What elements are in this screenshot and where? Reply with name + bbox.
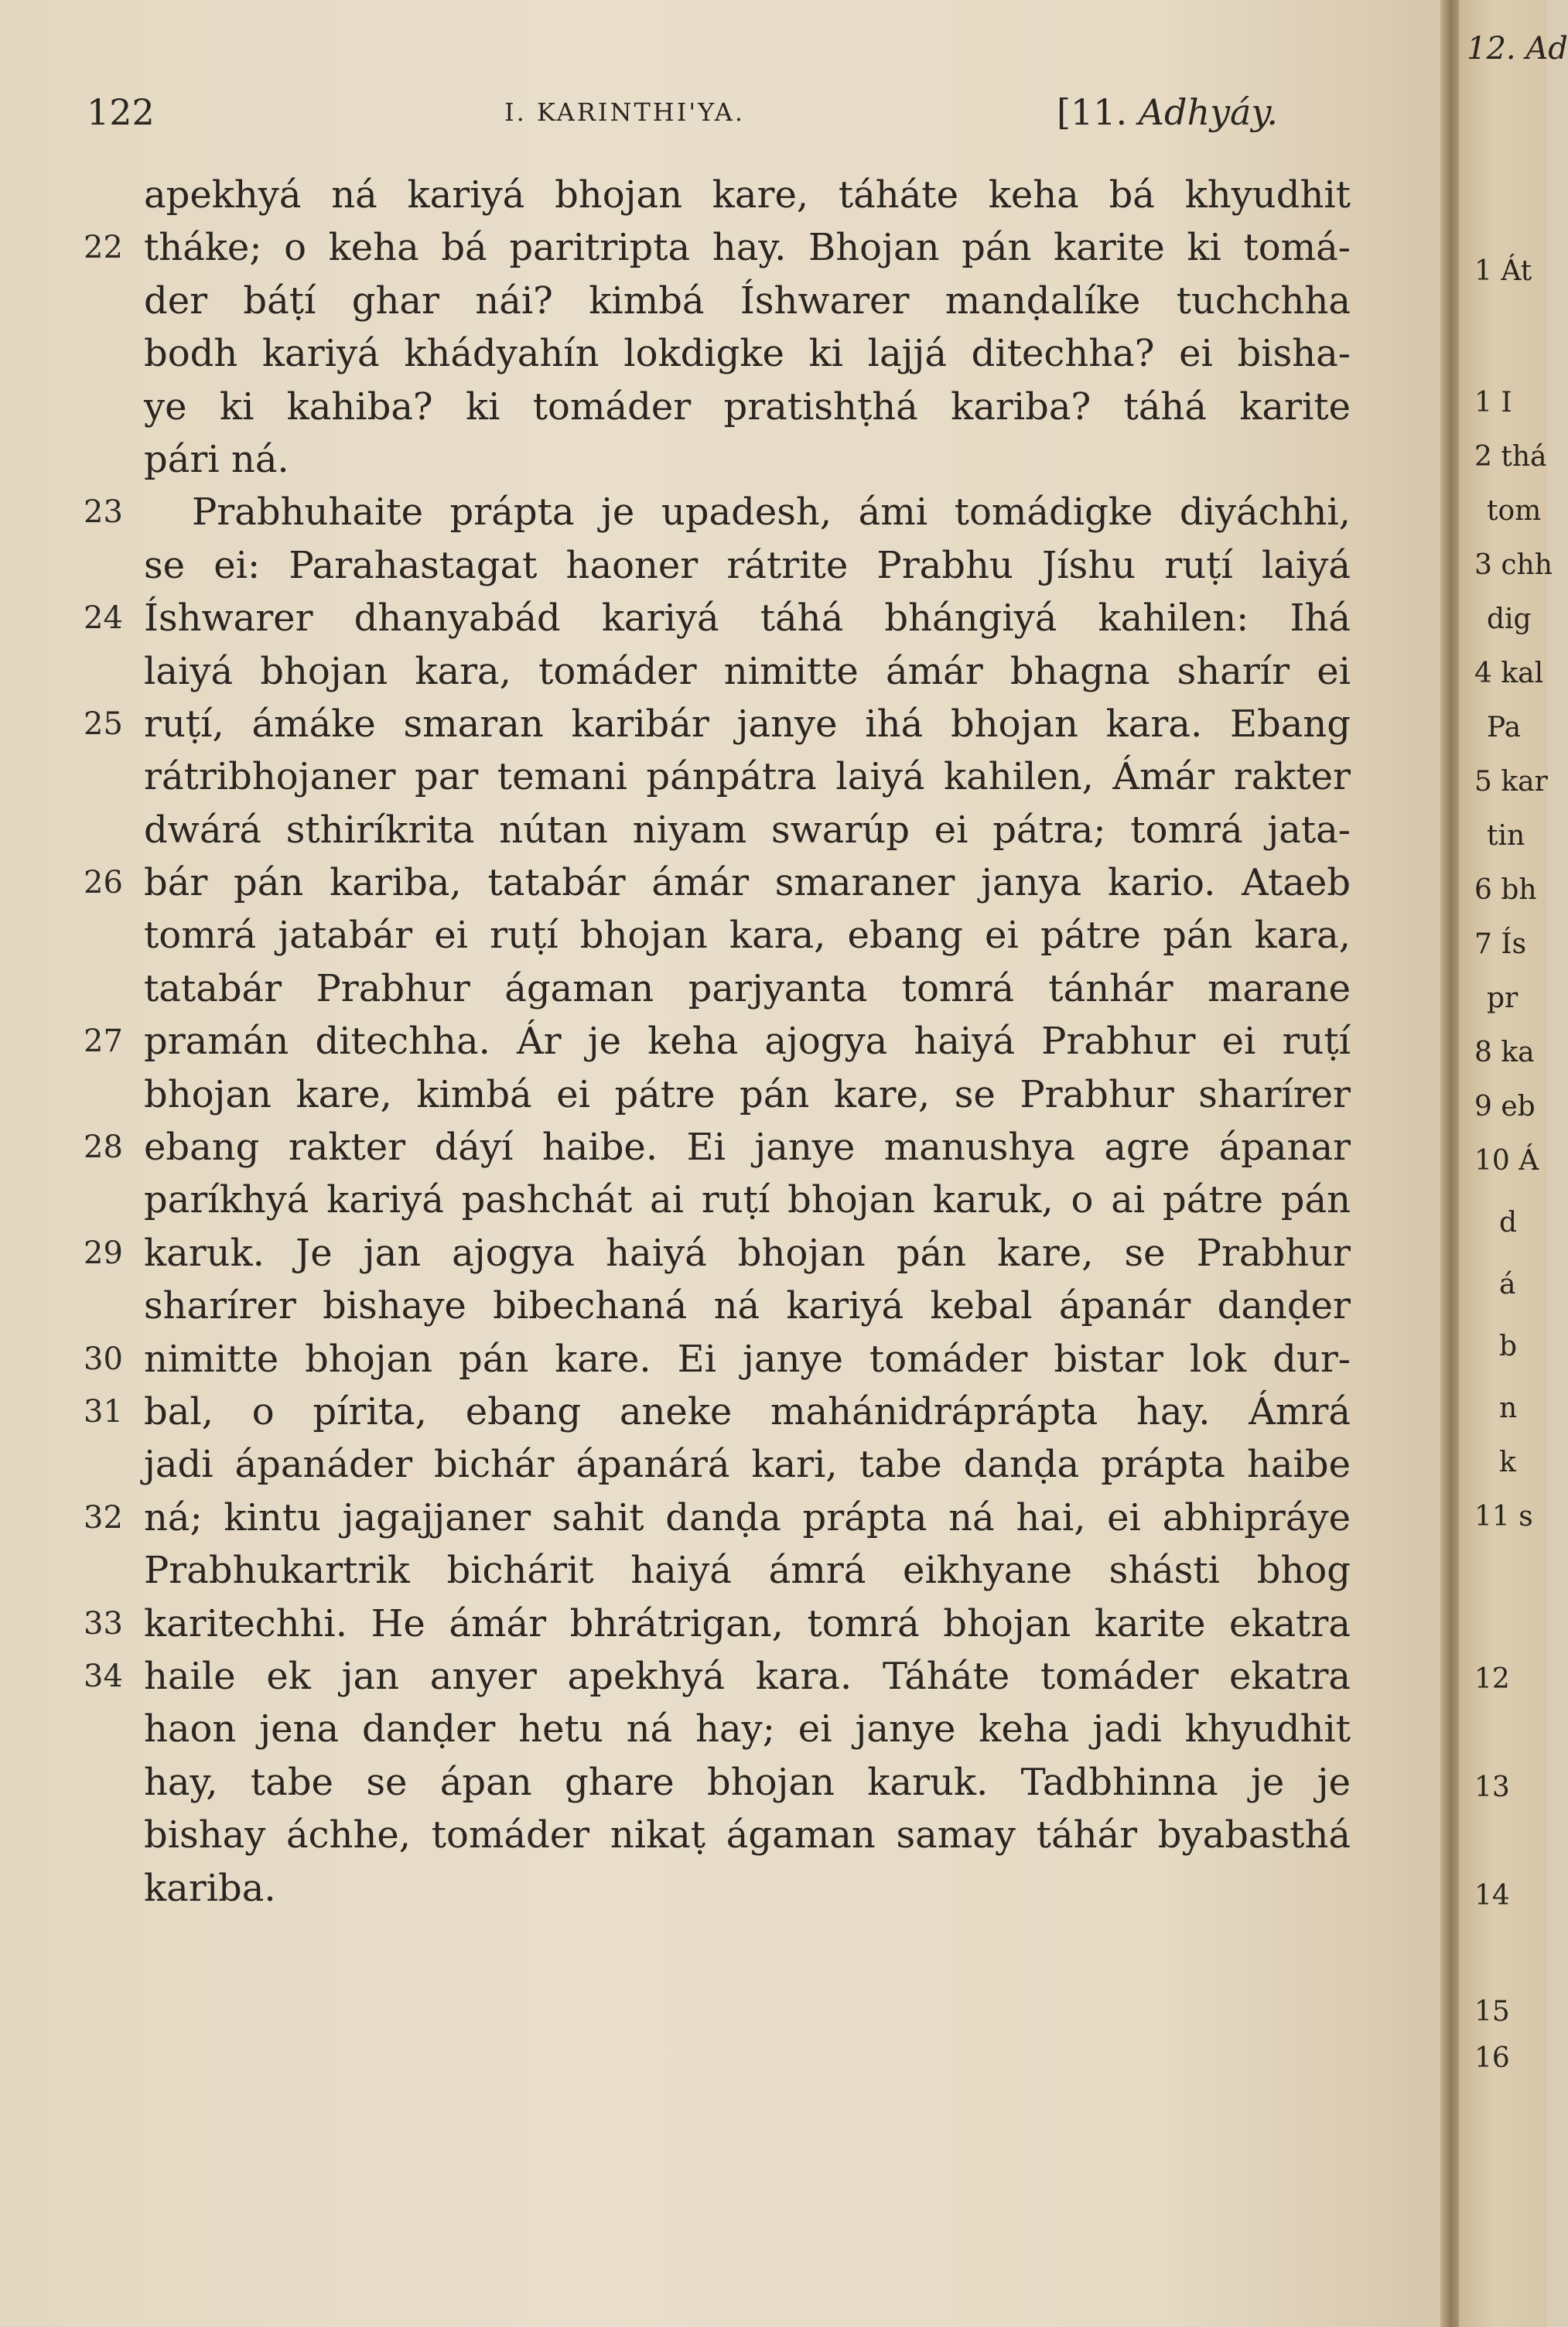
facing-page-fragment: tin (1487, 820, 1525, 852)
text-line (84, 645, 1351, 698)
text-line (84, 698, 1351, 750)
facing-page-fragment: 16 (1474, 2042, 1510, 2074)
line-text: Íshwarer dhanyabád kariyá táhá bhángiyá kahilen: Ihá (144, 596, 1351, 641)
text-line (84, 1333, 1351, 1386)
page-header (87, 91, 1278, 145)
line-text: karuk. Je jan ajogya haiyá bhojan pán kare, se Prabhur (144, 1231, 1351, 1275)
facing-page-fragment: 14 (1474, 1880, 1510, 1912)
facing-page-fragment: 8 ka (1474, 1037, 1535, 1068)
line-text: apekhyá ná kariyá bhojan kare, táháte keha bá khyudhit (144, 173, 1351, 217)
line-text: ebang rakter dáyí haibe. Ei janye manushya agre ápanar (144, 1126, 1351, 1170)
text-line (84, 1280, 1351, 1332)
page-number: 122 (87, 91, 155, 133)
chapter-ref-word: Adhyáy. (1138, 91, 1278, 133)
facing-page-fragment: tom (1487, 495, 1542, 527)
line-text: der báṭí ghar nái? kimbá Íshwarer manḍalíke tuchchha (144, 278, 1351, 323)
facing-page-fragment: 1 Át (1474, 255, 1532, 287)
text-line (84, 381, 1351, 433)
chapter-ref-number: [11. (1057, 91, 1128, 133)
line-text: se ei: Parahastagat haoner rátrite Prabhu Jíshu ruṭí laiyá (144, 543, 1351, 587)
line-text: haile ek jan anyer apekhyá kara. Táháte tomáder ekatra (144, 1654, 1351, 1698)
verse-number: 30 (84, 1341, 123, 1377)
facing-page-fragment: Pa (1487, 712, 1522, 743)
verse-number: 26 (84, 865, 123, 901)
text-line (84, 1597, 1351, 1650)
text-line (84, 1650, 1351, 1703)
line-text: haon jena danḍer hetu ná hay; ei janye keha jadi khyudhit (144, 1707, 1351, 1751)
line-text: nimitte bhojan pán kare. Ei janye tomáder bistar lok dur- (144, 1337, 1351, 1381)
text-line (84, 592, 1351, 644)
line-text: paríkhyá kariyá pashchát ai ruṭí bhojan karuk, o ai pátre pán (144, 1178, 1351, 1222)
text-line (84, 804, 1351, 856)
running-head: I. KARINTHI'YA. (504, 97, 746, 127)
facing-page-fragment: k (1499, 1447, 1516, 1478)
verse-number: 28 (84, 1129, 123, 1166)
text-line (84, 1227, 1351, 1280)
facing-page-fragment: b (1499, 1331, 1518, 1362)
verse-number: 29 (84, 1235, 123, 1271)
line-text: bhojan kare, kimbá ei pátre pán kare, se Prabhur sharírer (144, 1072, 1351, 1116)
text-line (84, 169, 1351, 221)
line-text: jadi ápanáder bichár ápanárá kari, tabe danḍa prápta haibe (144, 1443, 1351, 1487)
text-line (84, 1121, 1351, 1174)
verse-number: 32 (84, 1499, 123, 1536)
verse-number: 27 (84, 1023, 123, 1060)
facing-page-fragment: 1 I (1474, 387, 1512, 419)
line-text: ruṭí, ámáke smaran karibár janye ihá bhojan kara. Ebang (144, 702, 1351, 746)
line-text: bal, o pírita, ebang aneke mahánidráprápta hay. Ámrá (144, 1389, 1351, 1433)
text-line (84, 433, 1275, 486)
verse-number: 23 (84, 494, 123, 531)
body-text (84, 169, 1351, 1915)
facing-page-fragment: 15 (1474, 1996, 1510, 2028)
facing-page-fragment: 13 (1474, 1772, 1510, 1803)
verse-number: 31 (84, 1393, 123, 1430)
line-text: kariba. (144, 1866, 276, 1910)
line-text: dwárá sthiríkrita nútan niyam swarúp ei pátra; tomrá jata- (144, 808, 1351, 852)
text-line (84, 1174, 1351, 1226)
line-text: ná; kintu jagajjaner sahit danḍa prápta ná hai, ei abhipráye (144, 1495, 1351, 1539)
facing-page-fragment: pr (1487, 982, 1518, 1014)
facing-page-fragment: n (1499, 1392, 1518, 1424)
line-text: bishay áchhe, tomáder nikaṭ ágaman samay táhár byabasthá (144, 1813, 1351, 1857)
text-line (84, 1068, 1351, 1121)
text-line (84, 221, 1351, 274)
verse-number: 34 (84, 1658, 123, 1694)
facing-page-fragment: d (1499, 1207, 1518, 1239)
text-line (84, 1862, 1275, 1915)
line-text: bár pán kariba, tatabár ámár smaraner janya kario. Ataeb (144, 861, 1351, 905)
line-text: laiyá bhojan kara, tomáder nimitte ámár bhagna sharír ei (144, 649, 1351, 693)
line-text: ye ki kahiba? ki tomáder pratishṭhá kariba? táhá karite (144, 384, 1351, 429)
line-text: Prabhuhaite prápta je upadesh, ámi tomádigke diyáchhi, (192, 490, 1351, 535)
line-text: pári ná. (144, 437, 289, 481)
text-line (84, 962, 1351, 1015)
text-line (84, 1703, 1351, 1755)
facing-page-fragment: 10 Á (1474, 1145, 1539, 1177)
facing-page-fragment: 7 Ís (1474, 928, 1527, 960)
text-line (84, 1492, 1351, 1544)
verse-number: 24 (84, 600, 123, 637)
line-text: pramán ditechha. Ár je keha ajogya haiyá Prabhur ei ruṭí (144, 1020, 1351, 1064)
text-line (84, 1386, 1351, 1438)
facing-page-fragment: 2 thá (1474, 441, 1547, 473)
text-line (84, 1015, 1351, 1068)
verse-number: 33 (84, 1605, 123, 1642)
chapter-reference (1057, 91, 1278, 133)
facing-page-fragment: 4 kal (1474, 658, 1544, 689)
text-line (84, 1438, 1351, 1491)
verse-number: 22 (84, 230, 123, 266)
facing-page-fragment: 5 kar (1474, 766, 1548, 798)
facing-page-fragment: dig (1487, 603, 1532, 635)
text-line (84, 539, 1351, 592)
line-text: tomrá jatabár ei ruṭí bhojan kara, ebang ei pátre pán kara, (144, 914, 1351, 958)
facing-page-fragment: 9 eb (1474, 1091, 1536, 1122)
text-line (84, 1756, 1351, 1809)
text-line (84, 1809, 1351, 1861)
line-text: Prabhukartrik bichárit haiyá ámrá eikhyane shásti bhog (144, 1549, 1351, 1593)
text-line (84, 275, 1351, 327)
text-line (84, 750, 1351, 803)
line-text: tatabár Prabhur ágaman parjyanta tomrá tánhár marane (144, 966, 1351, 1010)
text-line (84, 327, 1351, 380)
text-line (84, 486, 1351, 538)
line-text: tháke; o keha bá paritripta hay. Bhojan pán karite ki tomá- (144, 226, 1351, 270)
line-text: bodh kariyá khádyahín lokdigke ki lajjá ditechha? ei bisha- (144, 332, 1351, 376)
text-line (84, 1544, 1351, 1597)
text-line (84, 856, 1351, 909)
line-text: hay, tabe se ápan ghare bhojan karuk. Tadbhinna je je (144, 1760, 1351, 1804)
line-text: rátribhojaner par temani pánpátra laiyá kahilen, Ámár rakter (144, 755, 1351, 799)
facing-page-fragment: 12 (1474, 1663, 1510, 1695)
facing-page-fragment: 11 s (1474, 1501, 1533, 1533)
facing-page-fragment: 12. Ad (1467, 31, 1568, 67)
facing-page-fragment: 3 chh (1474, 549, 1553, 581)
verse-number: 25 (84, 706, 123, 742)
line-text: karitechhi. He ámár bhrátrigan, tomrá bhojan karite ekatra (144, 1601, 1351, 1645)
line-text: sharírer bishaye bibechaná ná kariyá kebal ápanár danḍer (144, 1284, 1351, 1328)
facing-page-fragment: 6 bh (1474, 874, 1537, 906)
text-line (84, 909, 1351, 962)
facing-page-edge (1459, 0, 1568, 2327)
facing-page-fragment: á (1499, 1269, 1516, 1300)
